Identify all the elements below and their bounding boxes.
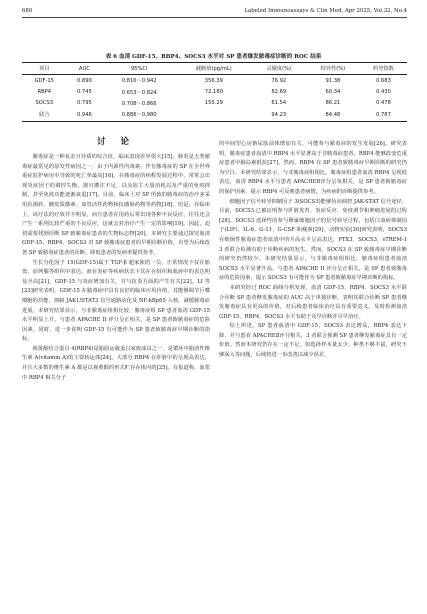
col-header: AUC — [67, 63, 103, 75]
table-cell: 61.54 — [271, 100, 287, 107]
table-cell: 0.708～0.866 — [121, 100, 157, 107]
table-cell: 0.478 — [376, 100, 391, 107]
table-cell: GDF-15 — [34, 77, 54, 84]
table-row — [22, 109, 407, 121]
table-row — [22, 75, 407, 87]
table-row — [22, 98, 407, 109]
table-cell: RBP4 — [37, 89, 52, 96]
table-cell: 0.745 — [76, 89, 92, 96]
table-cell — [176, 109, 252, 121]
paragraph: 视黄醇结合蛋白 4(RBP4)是脂肪运载蛋白家族成员之一，是循环中脂溶性维生素 A(vitamin A)的主要转运体[24]。大部分 RBP4 在肝脏中的呈现高表达，并且大多数的维生素 A 都是以视黄醇的形式贮存在体内的[25]。有报道称，血浆中 RBP4 相关分子 — [22, 345, 210, 381]
paragraph: 生长分化因子 15(GDF-15)属于 TGF-β 超家族的一员，正常情况下仅在胎盘、前列腺等组织中表达，而在炎症等疾病状态下其在在组织和血液中的表达明显升高[21]。GDF-15 与炎症增加有关，并与抗炎方面的产生有关[22]。LI 等[23]研究表明，GDF-15 在脓毒症中具有良好的临床应用价值，其能够调节巨噬细胞的功能，抑制 JAK1/STAT3 信号通路活化及 NF-kBp65 入核，减缓脓毒症进展。本研究结果显示，与非脓毒症组相比较，脓毒症组 SP 患者血清 GDF-15 水平明显上升，与患者 APACHE II 评分呈正相关，是 SP 患者致脓毒症的危险因素。同时，进一步说明 GDF-15 有可能作为 SP 患者致脓毒症早期诊断的指标。 — [22, 259, 210, 343]
journal-citation: Labeled Immunoassays & Clin Med, Apr 2025, Vol.32, No.4 — [244, 8, 407, 14]
table-cell: 0.653～0.824 — [121, 89, 157, 96]
table-row — [22, 86, 407, 97]
table-cell: 0.430 — [376, 89, 391, 96]
table-caption: 表 6 血清 GDF-15、RBP4、SOCS3 水平对 SP 患者继发脓毒症诊断的 ROC 结果 — [105, 54, 322, 60]
section-title: 讨 论 — [97, 137, 135, 147]
table-cell: 86.21 — [325, 100, 341, 107]
table-cell: 76.92 — [271, 77, 287, 84]
table-cell: 0.795 — [76, 100, 92, 107]
table-cell: SOCS3 — [35, 100, 54, 107]
paragraph: 脓毒症是一种复杂且异质的综合征，临床表现差异很大[15]。肺炎是大类脓毒症最常见的原发性病因之一，由于内源性内毒素，伴有脓毒症的 SP 在全世界重症监护病房中导致的死亡率最高[16]。在脓毒症的病程发展过程中，常常会出现炎症因子的调控失衡，器官灌注不足，以及宿主大量消耗以及严重的免疫抑制，甚至免疫功能逐渐衰退[17]。目前，临床上对 SP 所致的脓毒症的治疗多采用抗菌药、糖皮质激素、血管活性药物和抗感染药物等药物[18]。但是，在临床上，该疗法的疗效并不明显，而且患者在用药后常出现各种不良反应，往往还会产生一系列比较严重的不良反应，这就会对治疗产生一定的影响[19]。因此，迫切需要找到诊断 SP 致脓毒症患者的生物标志物[20]。本研究主要通过探究血清 GDF-15、RBP4、SOCS3 对 SP 致脓毒症患者的早期诊断价值，有望为后续改善 SP 致脓毒症患者的诊断、降低患者的发病率提供参考。 — [22, 154, 210, 256]
table-cell: 0.683 — [376, 77, 391, 84]
table-cell: 0.787 — [360, 109, 407, 121]
col-header: 项目 — [22, 63, 67, 75]
col-header: 特异性(%) — [306, 63, 360, 75]
table-cell: 72.180 — [204, 89, 223, 96]
paragraph: 综上所述，SP 患者血清中 GDF-15、SOCS3 表达增高，RBP4 表达下降，并与患者 APACHEⅡ评分相关，3 者联合预测 SP 患者继发脓毒症具有一定价值。然而本研究仍存在一定不足，如选择样本量太少，种类不够丰富，研究不够深入等问题，后续将进一步改善以减少误差。 — [219, 323, 407, 359]
table-cell: 94.23 — [252, 109, 306, 121]
col-header: 约登指数 — [360, 63, 407, 75]
table-cell: 0.890 — [76, 77, 92, 84]
page-number: 680 — [22, 8, 33, 14]
table-cell: 91.38 — [325, 77, 341, 84]
table-cell: 84.48 — [306, 109, 360, 121]
col-header: 灵敏度(%) — [252, 63, 306, 75]
paragraph: 本研究经过 ROC 曲线分析发现，血清 GDF-15、RBP4、SOCS3 水平联合诊断 SP 患者继发脓毒症的 AUC 高于单独诊断，表明其联合诊断 SP 患者继发脓毒症具有更高的价值，对后续患者临床治疗具有重要意义。及时检测血清 GDF-15、RBP4、SOCS3 水平有助于及早诊断并尽早治疗。 — [219, 284, 407, 320]
table-cell: 联合 — [22, 109, 67, 121]
table-cell: 0.946 — [67, 109, 103, 121]
paragraph: 细胞因子信号转导抑制因子 3(SOCS3)能够负向调控 JAK-STAT 信号途径，目前，SOCS3 已被证明参与肝脏发育、炎症反应、免疫调节和肿瘤进展的过程[28]。SOCS3 选择性的参与卵巢细胞因子的信号转导过程，包括白血病抑制因子(LIF)、IL-6、G-11、G-CSF 和瘦素[29]。动物实验[30]研究表明，SOCS3 在细菌性脓毒症患者血清中的升高水平呈高表达，PTX3、SOCS3、sTREM-1 3 者联合检测有助于诊断疾病的发生。然而，SOCS3 在 SP 致脓毒症早期诊断的研究仍然较少。本研究结果显示，与非脓毒症组相比，脓毒症组患者血清 SOCS3 水平显著升高，与患者 APACHE II 评分呈正相关，是 SP 患者致脓毒症的危险因素，提示 SOCS3 有可能作为 SP 患者致脓毒症早期诊断的指标。 — [219, 198, 407, 282]
table-cell: 60.34 — [325, 89, 341, 96]
table-cell: 0.886～0.980 — [102, 109, 176, 121]
table-cell: 356.39 — [204, 77, 223, 84]
paragraph: 的中间型心房钠尿肽前体增加有关，可能参与脓毒症的发生发展[26]。研究表明，脓毒症患者血清中 RBP4 水平显著高于非脓毒症患者，RBP4 能够改变危重症患者中脑岛素抵抗[27]。然而，RBP4 在 SP 患者致脓毒症早期诊断的研究仍为空白。本研究结果显示，与非脓毒症组相比，脓毒症组患者血清 RBP4 呈现低表达，血清 RBP4 水平与患者 APACHEⅡ评分呈负相关，是 SP 患者致脓毒症的保护因素，提示 RBP4 可反映患者病情，为疾病的诊断提供参考。 — [219, 141, 407, 195]
table-cell: 82.69 — [271, 89, 287, 96]
table-header-row — [22, 63, 407, 75]
table-cell: 0.816～0.942 — [121, 78, 157, 85]
col-header: 95%CI — [102, 63, 176, 75]
right-column — [219, 140, 407, 361]
roc-results-table — [22, 62, 407, 122]
col-header: 截断值(pg/mL) — [176, 63, 252, 75]
header-rule — [22, 17, 407, 18]
left-column — [22, 137, 210, 383]
table-cell: 155.29 — [204, 100, 223, 107]
